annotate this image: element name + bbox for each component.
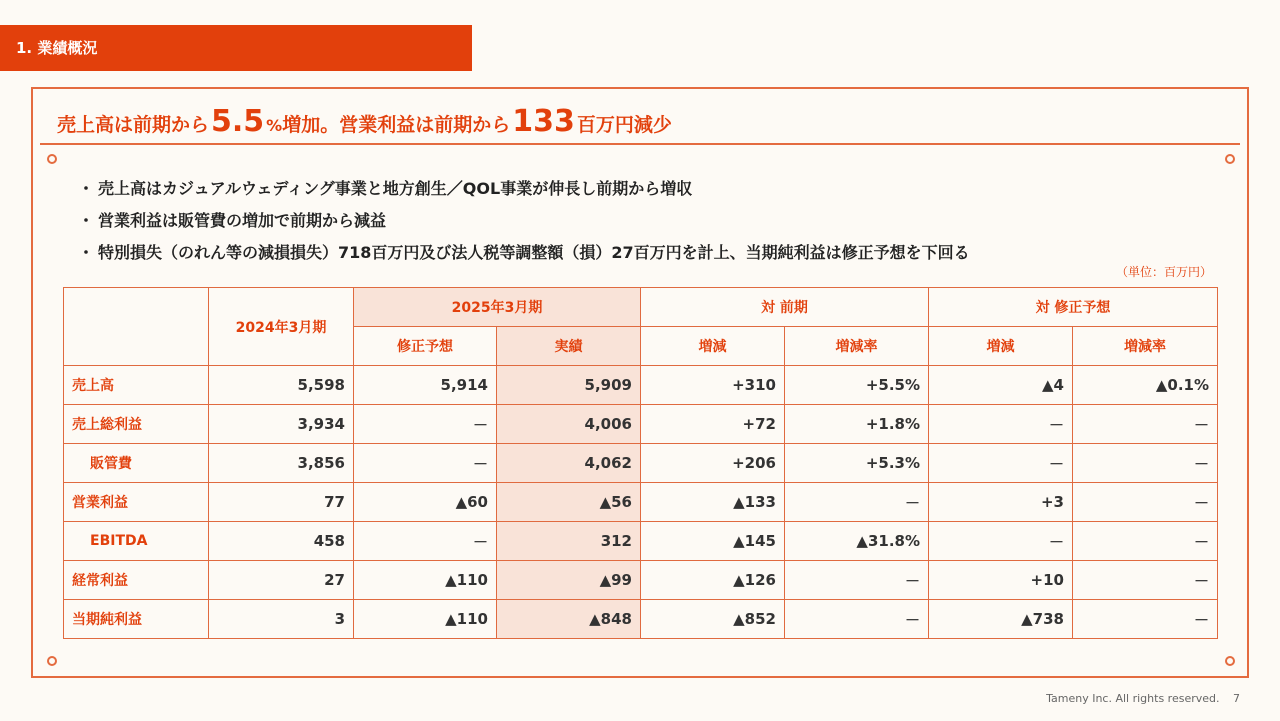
cell-vf: +3 — [929, 483, 1073, 522]
cell-yoy: ▲126 — [641, 561, 785, 600]
bullet-item — [78, 176, 970, 208]
table-row — [64, 366, 1218, 405]
cell-yoy-rate: ▲31.8% — [785, 522, 929, 561]
cell-prev: 5,598 — [209, 366, 354, 405]
header-current-year: 2025年3月期 — [354, 288, 641, 327]
header-yoy-change: 増減 — [641, 327, 785, 366]
bullet-marker: ・ — [78, 211, 95, 230]
bullet-item — [78, 208, 970, 240]
cell-prev: 27 — [209, 561, 354, 600]
cell-forecast: ▲60 — [354, 483, 497, 522]
cell-vf-rate: － — [1073, 561, 1218, 600]
page-number: 7 — [1233, 692, 1240, 705]
bullet-marker: ・ — [78, 179, 95, 198]
cell-vf: ▲738 — [929, 600, 1073, 639]
cell-actual: 4,062 — [497, 444, 641, 483]
table-row — [64, 600, 1218, 639]
summary-bullets — [78, 176, 970, 272]
header-yoy-rate: 増減率 — [785, 327, 929, 366]
cell-prev: 77 — [209, 483, 354, 522]
headline-part1: 売上高は前期から — [57, 114, 210, 136]
table-row — [64, 561, 1218, 600]
headline — [57, 104, 672, 142]
row-label: 売上高 — [64, 366, 209, 405]
cell-actual: ▲848 — [497, 600, 641, 639]
row-label: 経常利益 — [64, 561, 209, 600]
cell-forecast: － — [354, 444, 497, 483]
cell-prev: 3 — [209, 600, 354, 639]
cell-yoy-rate: － — [785, 561, 929, 600]
headline-value1: 5.5 — [211, 104, 265, 139]
cell-vf-rate: － — [1073, 405, 1218, 444]
cell-yoy-rate: +1.8% — [785, 405, 929, 444]
row-label: 営業利益 — [64, 483, 209, 522]
row-label: EBITDA — [64, 522, 209, 561]
cell-prev: 458 — [209, 522, 354, 561]
table-row — [64, 405, 1218, 444]
bullet-text: 特別損失（のれん等の減損損失）718百万円及び法人税等調整額（損）27百万円を計上、当期純利益は修正予想を下回る — [98, 243, 970, 262]
row-label: 販管費 — [64, 444, 209, 483]
header-vs-prev: 対 前期 — [641, 288, 929, 327]
cell-vf: － — [929, 444, 1073, 483]
cell-forecast: ▲110 — [354, 600, 497, 639]
results-table — [63, 287, 1218, 639]
cell-yoy: +310 — [641, 366, 785, 405]
cell-vf-rate: － — [1073, 444, 1218, 483]
row-label: 当期純利益 — [64, 600, 209, 639]
cell-vf: － — [929, 405, 1073, 444]
header-vf-change: 増減 — [929, 327, 1073, 366]
header-vf-rate: 増減率 — [1073, 327, 1218, 366]
cell-yoy-rate: +5.5% — [785, 366, 929, 405]
cell-yoy-rate: － — [785, 483, 929, 522]
footer — [1046, 692, 1240, 705]
cell-actual: 4,006 — [497, 405, 641, 444]
headline-unit1: % — [266, 116, 283, 135]
cell-vf-rate: － — [1073, 600, 1218, 639]
cell-vf-rate: － — [1073, 483, 1218, 522]
row-label: 売上総利益 — [64, 405, 209, 444]
header-vs-forecast: 対 修正予想 — [929, 288, 1218, 327]
cell-forecast: － — [354, 522, 497, 561]
table-row — [64, 483, 1218, 522]
cell-vf: － — [929, 522, 1073, 561]
cell-yoy-rate: － — [785, 600, 929, 639]
cell-actual: 312 — [497, 522, 641, 561]
cell-actual: ▲99 — [497, 561, 641, 600]
bullet-marker: ・ — [78, 243, 95, 262]
headline-part2: 増加。営業利益は前期から — [282, 114, 511, 136]
cell-yoy: ▲133 — [641, 483, 785, 522]
cell-forecast: 5,914 — [354, 366, 497, 405]
cell-vf-rate: ▲0.1% — [1073, 366, 1218, 405]
corner-dot-bottom-right — [1225, 656, 1235, 666]
corner-dot-top-right — [1225, 154, 1235, 164]
header-blank — [64, 288, 209, 366]
corner-dot-top-left — [47, 154, 57, 164]
cell-vf: +10 — [929, 561, 1073, 600]
cell-yoy-rate: +5.3% — [785, 444, 929, 483]
cell-actual: ▲56 — [497, 483, 641, 522]
headline-divider — [40, 143, 1240, 145]
corner-dot-bottom-left — [47, 656, 57, 666]
cell-vf-rate: － — [1073, 522, 1218, 561]
header-actual: 実績 — [497, 327, 641, 366]
cell-yoy: +72 — [641, 405, 785, 444]
headline-part3: 百万円減少 — [576, 114, 672, 136]
header-prev-year: 2024年3月期 — [209, 288, 354, 366]
cell-actual: 5,909 — [497, 366, 641, 405]
bullet-item — [78, 240, 970, 272]
cell-vf: ▲4 — [929, 366, 1073, 405]
table-row — [64, 522, 1218, 561]
section-title: 1. 業績概況 — [0, 25, 472, 71]
cell-forecast: － — [354, 405, 497, 444]
bullet-text: 営業利益は販管費の増加で前期から減益 — [98, 211, 387, 230]
headline-value2: 133 — [512, 104, 575, 139]
cell-yoy: ▲145 — [641, 522, 785, 561]
cell-forecast: ▲110 — [354, 561, 497, 600]
cell-yoy: +206 — [641, 444, 785, 483]
cell-yoy: ▲852 — [641, 600, 785, 639]
cell-prev: 3,856 — [209, 444, 354, 483]
header-revised-forecast: 修正予想 — [354, 327, 497, 366]
bullet-text: 売上高はカジュアルウェディング事業と地方創生／QOL事業が伸長し前期から増収 — [98, 179, 693, 198]
table-row — [64, 444, 1218, 483]
cell-prev: 3,934 — [209, 405, 354, 444]
unit-note: （単位：百万円） — [1115, 265, 1212, 279]
footer-copyright: Tameny Inc. All rights reserved. — [1046, 692, 1220, 705]
